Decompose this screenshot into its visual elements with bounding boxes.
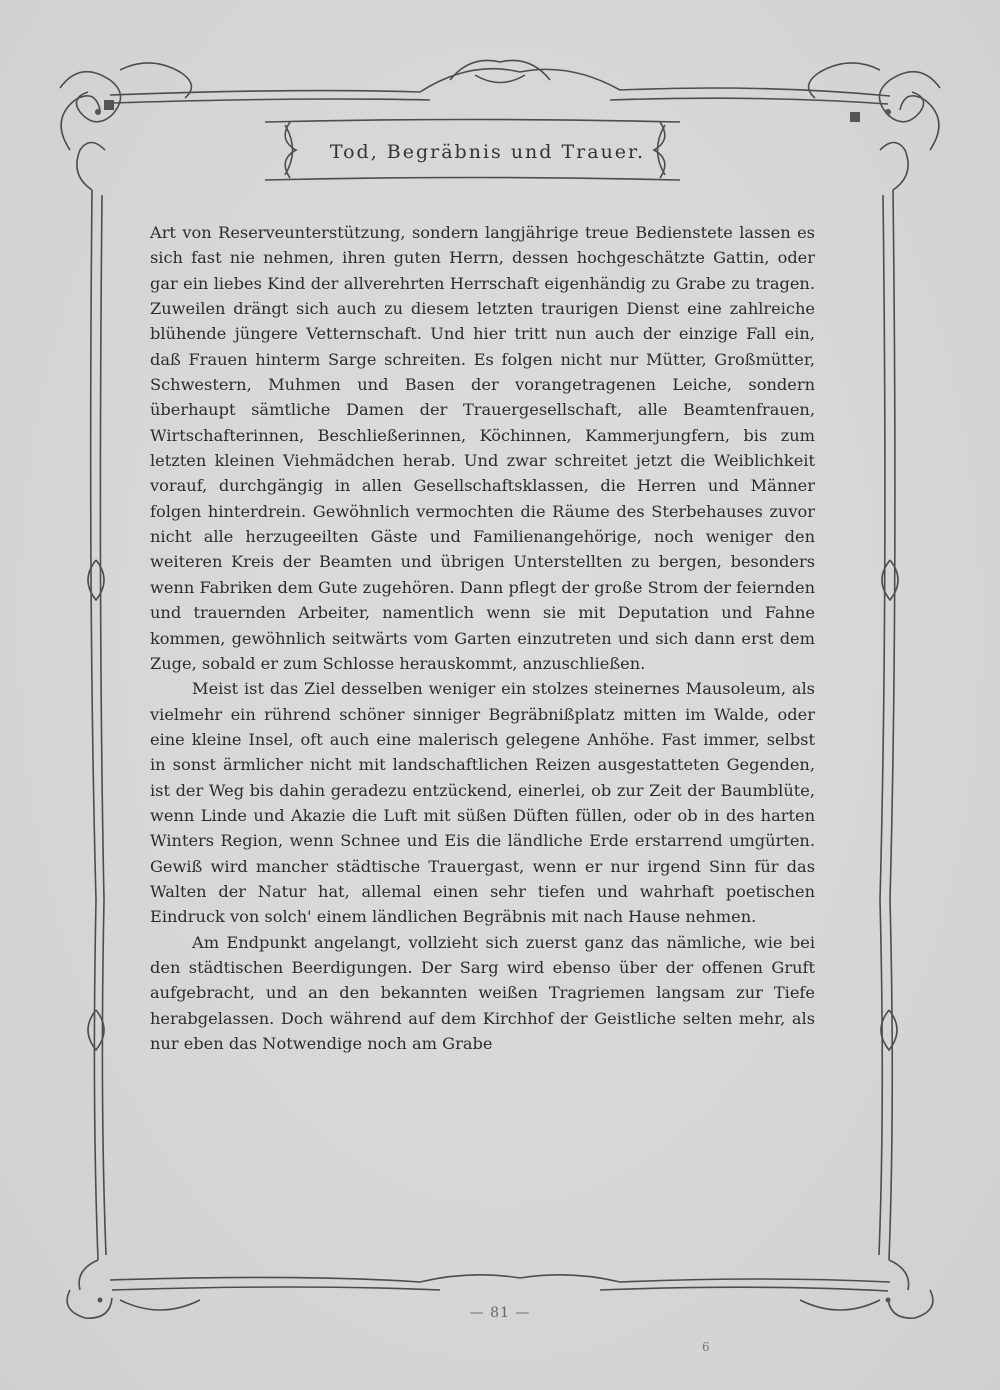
- signature-mark: 6: [702, 1340, 710, 1354]
- paragraph: Meist ist das Ziel desselben weniger ein stolzes steinernes Mausoleum, als vielmehr ein rührend schöner sinniger Begräbnißplatz mitten im Walde, oder eine kleine Insel, oft auch eine malerisch gelegene Anhöhe. Fast immer, selbst in sonst ärmlicher nicht mit landschaftlichen Reizen ausgestatteten Gegenden, ist der Weg bis dahin geradezu entzückend, einerlei, ob zur Zeit der Baumblüte, wenn Linde und Akazie die Luft mit süßen Düften füllen, oder ob in des harten Winters Region, wenn Schnee und Eis die ländliche Erde erstarrend umgürten. Gewiß wird mancher städtische Trauergast, wenn er nur irgend Sinn für das Walten der Natur hat, allemal einen sehr tiefen und wahrhaft poetischen Eindruck von solch' einem ländlichen Begräbnis mit nach Hause nehmen.: [150, 679, 815, 927]
- paragraph: Am Endpunkt angelangt, vollzieht sich zuerst ganz das nämliche, wie bei den städtischen Beerdigungen. Der Sarg wird ebenso über der offenen Gruft aufgebracht, und an den bekannten weißen Tragriemen langsam zur Tiefe herabgelassen. Doch während auf dem Kirchhof der Geistliche selten mehr, als nur eben das Notwendige noch am Grabe: [150, 932, 815, 1053]
- page-number: — 81 —: [469, 1305, 531, 1321]
- body-text: [150, 220, 815, 1056]
- running-header: Tod, Begräbnis und Trauer.: [329, 141, 646, 163]
- paragraph: Art von Reserveunterstützung, sondern langjährige treue Bedienstete lassen es sich fast nie nehmen, ihren guten Herrn, dessen hochgeschätzte Gattin, oder gar ein liebes Kind der allverehrten Herrschaft eigenhändig zu Grabe zu tragen. Zuweilen drängt sich auch zu diesem letzten traurigen Dienst eine zahlreiche blühende jüngere Vetternschaft. Und hier tritt nun auch der einzige Fall ein, daß Frauen hinterm Sarge schreiten. Es folgen nicht nur Mütter, Großmütter, Schwestern, Muhmen und Basen der vorangetragenen Leiche, sondern überhaupt sämtliche Damen der Trauergesellschaft, alle Beamtenfrauen, Wirtschafterinnen, Beschließerinnen, Köchinnen, Kammerjungfern, bis zum letzten kleinen Viehmädchen herab. Und zwar schreitet jetzt die Weiblichkeit vorauf, durchgängig in allen Gesellschaftsklassen, die Herren und Männer folgen hinterdrein. Gewöhnlich vermochten die Räume des Sterbehauses zuvor nicht alle herzugeeilten Gäste und Familienangehörige, noch weniger den weiteren Kreis der Beamten und übrigen Unterstellten zu bergen, besonders wenn Fabriken dem Gute zugehören. Dann pflegt der große Strom der feiernden und trauernden Arbeiter, namentlich wenn sie mit Deputation und Fahne kommen, gewöhnlich seitwärts vom Garten einzutreten und sich dann erst dem Zuge, sobald er zum Schlosse herauskommt, anzuschließen.: [150, 223, 815, 673]
